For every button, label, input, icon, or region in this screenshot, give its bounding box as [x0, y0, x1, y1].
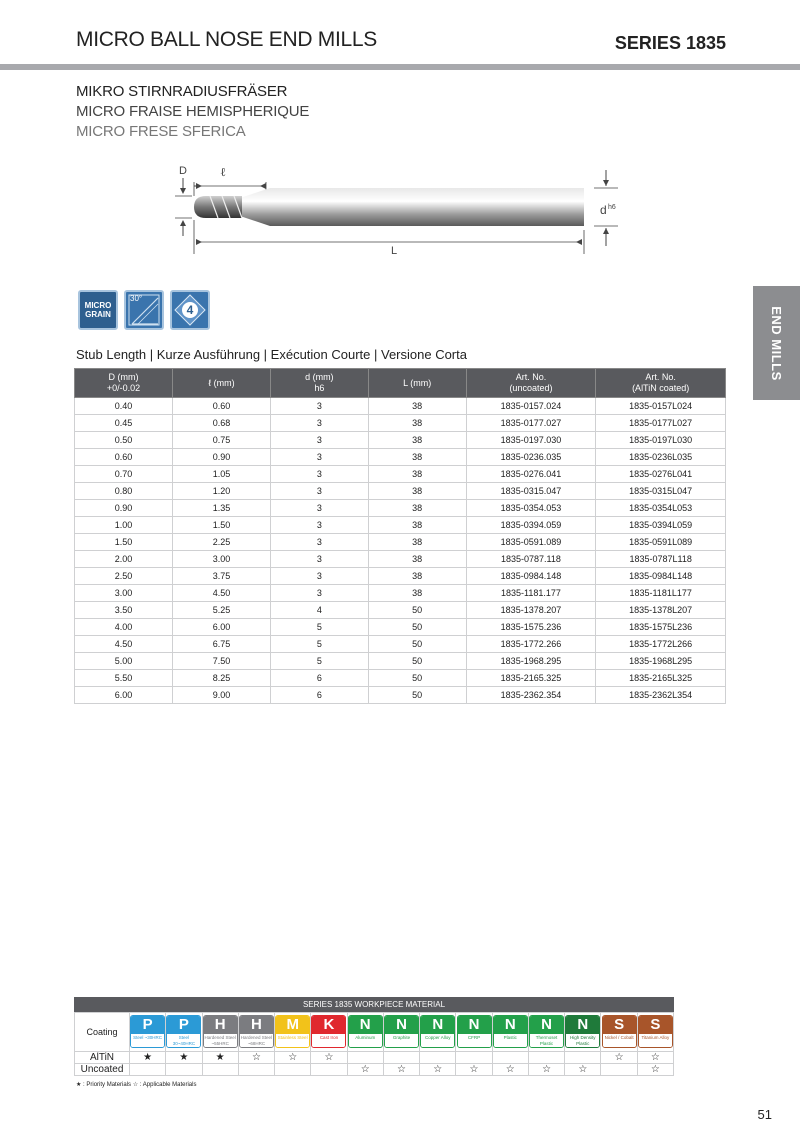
material-letter: N [385, 1016, 418, 1034]
table-cell: 1835-0177.027 [466, 415, 596, 432]
table-cell: 1835-0354L053 [596, 500, 726, 517]
material-badge-icon [275, 1015, 310, 1048]
table-cell: 1.00 [75, 517, 173, 534]
table-cell: 1835-1575.236 [466, 619, 596, 636]
table-cell: 50 [368, 602, 466, 619]
table-cell: 1835-0591L089 [596, 534, 726, 551]
table-caption: Stub Length | Kurze Ausführung | Exécution Courte | Versione Corta [76, 347, 467, 362]
material-badge-icon [420, 1015, 455, 1048]
material-cell [166, 1013, 202, 1052]
table-cell: 4.50 [173, 585, 271, 602]
material-badge-icon [384, 1015, 419, 1048]
material-letter: M [276, 1016, 309, 1034]
altin-rating [420, 1052, 456, 1064]
table-cell: 1835-0197.030 [466, 432, 596, 449]
table-cell: 38 [368, 398, 466, 415]
material-name: Cast Iron [312, 1034, 345, 1047]
altin-rating: ☆ [238, 1052, 274, 1064]
table-row [75, 449, 726, 466]
table-cell: 1835-1575L236 [596, 619, 726, 636]
altin-label: AlTiN [75, 1052, 130, 1064]
material-badge-icon [493, 1015, 528, 1048]
table-cell: 1835-0197L030 [596, 432, 726, 449]
material-name: Nickel / Cobalt [603, 1034, 636, 1047]
material-badge-icon [239, 1015, 274, 1048]
micro-grain-line2: GRAIN [85, 310, 111, 319]
table-row [75, 534, 726, 551]
table-cell: 3 [270, 568, 368, 585]
material-badge-icon [565, 1015, 600, 1048]
table-row [75, 466, 726, 483]
uncoated-label: Uncoated [75, 1064, 130, 1076]
table-cell: 2.25 [173, 534, 271, 551]
table-cell: 38 [368, 568, 466, 585]
material-cell [492, 1013, 528, 1052]
table-cell: 50 [368, 670, 466, 687]
material-cell [456, 1013, 492, 1052]
table-cell: 38 [368, 432, 466, 449]
table-cell: 1835-0276L041 [596, 466, 726, 483]
material-cell [383, 1013, 419, 1052]
subtitles [76, 82, 309, 142]
uncoated-rating: ☆ [383, 1064, 419, 1076]
table-cell: 0.45 [75, 415, 173, 432]
page-number: 51 [757, 1107, 772, 1122]
altin-rating: ☆ [311, 1052, 347, 1064]
flute-count: 4 [186, 303, 194, 317]
table-header-row [75, 369, 726, 398]
uncoated-rating: ☆ [565, 1064, 601, 1076]
micro-grain-line1: MICRO [84, 301, 112, 310]
table-row [75, 636, 726, 653]
table-cell: 3.00 [75, 585, 173, 602]
table-body [75, 398, 726, 704]
header-d: d (mm) h6 [270, 369, 368, 398]
table-cell: 1835-0157L024 [596, 398, 726, 415]
table-cell: 6.00 [75, 687, 173, 704]
feature-badges [78, 290, 210, 330]
table-cell: 5.50 [75, 670, 173, 687]
label-l: ℓ [220, 165, 226, 179]
altin-rating: ☆ [275, 1052, 311, 1064]
table-cell: 1835-1772.266 [466, 636, 596, 653]
tool-drawing [170, 158, 630, 258]
altin-rating [565, 1052, 601, 1064]
altin-rating: ★ [130, 1052, 166, 1064]
material-letter: N [421, 1016, 454, 1034]
table-cell: 6.00 [173, 619, 271, 636]
series-title: SERIES 1835 [614, 33, 726, 53]
material-badge-icon [311, 1015, 346, 1048]
table-cell: 3 [270, 534, 368, 551]
helix-angle-label: 30° [130, 294, 143, 303]
material-letter: P [167, 1016, 200, 1034]
table-cell: 3.75 [173, 568, 271, 585]
table-cell: 8.25 [173, 670, 271, 687]
table-row [75, 551, 726, 568]
table-cell: 3 [270, 398, 368, 415]
material-cell [637, 1013, 673, 1052]
subtitle-french: MICRO FRAISE HEMISPHERIQUE [76, 103, 310, 120]
material-name: Plastic [494, 1034, 527, 1047]
table-cell: 0.90 [173, 449, 271, 466]
table-cell: 0.75 [173, 432, 271, 449]
table-cell: 1835-1378L207 [596, 602, 726, 619]
material-letter: S [603, 1016, 636, 1034]
table-row [75, 483, 726, 500]
altin-rating [492, 1052, 528, 1064]
table-row [75, 568, 726, 585]
material-name: Copper Alloy [421, 1034, 454, 1047]
table-row [75, 415, 726, 432]
table-cell: 0.70 [75, 466, 173, 483]
table-cell: 1835-1181.177 [466, 585, 596, 602]
altin-rating: ☆ [601, 1052, 637, 1064]
header-divider [0, 64, 800, 70]
uncoated-rating: ☆ [528, 1064, 564, 1076]
table-row [75, 602, 726, 619]
header-L: L (mm) [368, 369, 466, 398]
table-cell: 1.35 [173, 500, 271, 517]
material-name: High Density Plastic [566, 1034, 599, 1047]
material-badge-icon [348, 1015, 383, 1048]
label-D: D [179, 165, 187, 177]
label-L: L [391, 245, 398, 257]
table-cell: 5.25 [173, 602, 271, 619]
material-letter: N [458, 1016, 491, 1034]
table-cell: 38 [368, 466, 466, 483]
material-title: SERIES 1835 WORKPIECE MATERIAL [74, 997, 674, 1012]
dimension-table [74, 368, 726, 704]
table-cell: 1835-1968.295 [466, 653, 596, 670]
material-name: Stainless Steel [276, 1034, 309, 1047]
table-row [75, 517, 726, 534]
table-cell: 2.50 [75, 568, 173, 585]
table-cell: 1835-0984L148 [596, 568, 726, 585]
uncoated-rating: ☆ [492, 1064, 528, 1076]
table-cell: 6.75 [173, 636, 271, 653]
header-D: D (mm) +0/-0.02 [75, 369, 173, 398]
table-cell: 50 [368, 687, 466, 704]
table-cell: 1835-2165.325 [466, 670, 596, 687]
table-cell: 3 [270, 466, 368, 483]
material-letter: S [639, 1016, 672, 1034]
table-cell: 50 [368, 619, 466, 636]
table-row [75, 585, 726, 602]
table-cell: 3 [270, 551, 368, 568]
material-name: Thermoset Plastic [530, 1034, 563, 1047]
table-cell: 3.50 [75, 602, 173, 619]
table-cell: 1835-0591.089 [466, 534, 596, 551]
uncoated-rating: ☆ [420, 1064, 456, 1076]
uncoated-rating [275, 1064, 311, 1076]
table-cell: 38 [368, 415, 466, 432]
table-cell: 1835-2362L354 [596, 687, 726, 704]
micro-grain-icon [78, 290, 118, 330]
uncoated-rating: ☆ [637, 1064, 673, 1076]
material-letter: N [530, 1016, 563, 1034]
table-cell: 4.00 [75, 619, 173, 636]
label-d: d [600, 203, 607, 217]
table-cell: 0.80 [75, 483, 173, 500]
material-cell [347, 1013, 383, 1052]
material-name: CFRP [458, 1034, 491, 1047]
table-cell: 5 [270, 619, 368, 636]
uncoated-rating [601, 1064, 637, 1076]
table-cell: 3 [270, 483, 368, 500]
uncoated-rating [238, 1064, 274, 1076]
four-flute-icon [170, 290, 210, 330]
table-cell: 3 [270, 517, 368, 534]
subtitle-italian: MICRO FRESE SFERICA [76, 123, 246, 140]
uncoated-rating [311, 1064, 347, 1076]
material-letter: N [566, 1016, 599, 1034]
material-cell [275, 1013, 311, 1052]
material-cell [202, 1013, 238, 1052]
table-cell: 1835-0177L027 [596, 415, 726, 432]
material-cell [565, 1013, 601, 1052]
table-cell: 5 [270, 653, 368, 670]
side-tab [753, 286, 800, 400]
material-badge-icon [203, 1015, 238, 1048]
table-row [75, 670, 726, 687]
table-cell: 1835-0315L047 [596, 483, 726, 500]
table-cell: 38 [368, 551, 466, 568]
table-cell: 1.50 [75, 534, 173, 551]
altin-rating [528, 1052, 564, 1064]
coating-label: Coating [75, 1013, 130, 1052]
material-table [74, 1012, 674, 1076]
table-row [75, 619, 726, 636]
material-name: Titanium Alloy [639, 1034, 672, 1047]
table-cell: 1835-2362.354 [466, 687, 596, 704]
uncoated-rating [130, 1064, 166, 1076]
table-cell: 1835-0787L118 [596, 551, 726, 568]
table-cell: 0.60 [173, 398, 271, 415]
table-cell: 4 [270, 602, 368, 619]
table-cell: 5.00 [75, 653, 173, 670]
table-cell: 50 [368, 636, 466, 653]
altin-rating: ☆ [637, 1052, 673, 1064]
table-cell: 1835-0236L035 [596, 449, 726, 466]
table-cell: 1835-0787.118 [466, 551, 596, 568]
material-letter: H [204, 1016, 237, 1034]
table-cell: 3 [270, 415, 368, 432]
table-cell: 1835-1968L295 [596, 653, 726, 670]
table-cell: 1835-0354.053 [466, 500, 596, 517]
uncoated-rating: ☆ [456, 1064, 492, 1076]
material-name: Aluminum [349, 1034, 382, 1047]
table-row [75, 687, 726, 704]
table-cell: 7.50 [173, 653, 271, 670]
workpiece-material-panel [74, 997, 674, 1076]
table-cell: 1835-0157.024 [466, 398, 596, 415]
table-cell: 38 [368, 585, 466, 602]
table-cell: 1835-0394L059 [596, 517, 726, 534]
uncoated-row [75, 1064, 674, 1076]
table-cell: 6 [270, 670, 368, 687]
table-cell: 0.50 [75, 432, 173, 449]
material-badge-icon [457, 1015, 492, 1048]
table-cell: 1.50 [173, 517, 271, 534]
table-cell: 1835-2165L325 [596, 670, 726, 687]
header-l: ℓ (mm) [173, 369, 271, 398]
table-cell: 38 [368, 483, 466, 500]
material-cell [130, 1013, 166, 1052]
label-h6: h6 [608, 204, 616, 211]
side-tab-label: END MILLS [769, 305, 784, 381]
material-name: Steel ~30HRC [131, 1034, 164, 1047]
table-row [75, 432, 726, 449]
material-cell [528, 1013, 564, 1052]
table-cell: 1835-0315.047 [466, 483, 596, 500]
header-art-uncoated: Art. No. (uncoated) [466, 369, 596, 398]
table-cell: 1.05 [173, 466, 271, 483]
material-cell [420, 1013, 456, 1052]
table-cell: 1835-0236.035 [466, 449, 596, 466]
table-cell: 38 [368, 517, 466, 534]
material-badge-icon [602, 1015, 637, 1048]
material-badge-icon [130, 1015, 165, 1048]
material-letter: N [349, 1016, 382, 1034]
material-letter: N [494, 1016, 527, 1034]
table-cell: 3 [270, 449, 368, 466]
table-cell: 6 [270, 687, 368, 704]
table-cell: 38 [368, 534, 466, 551]
table-cell: 0.40 [75, 398, 173, 415]
material-cell [311, 1013, 347, 1052]
material-name: Hardened Steel ~68HRC [240, 1035, 273, 1046]
material-badge-icon [638, 1015, 673, 1048]
table-cell: 0.90 [75, 500, 173, 517]
material-cell [601, 1013, 637, 1052]
table-cell: 1835-0276.041 [466, 466, 596, 483]
altin-rating [347, 1052, 383, 1064]
header-art-coated: Art. No. (AlTiN coated) [596, 369, 726, 398]
material-legend: ★ : Priority Materials ☆ : Applicable Materials [76, 1082, 197, 1088]
material-letter: K [312, 1016, 345, 1034]
table-cell: 9.00 [173, 687, 271, 704]
table-cell: 3 [270, 500, 368, 517]
table-cell: 5 [270, 636, 368, 653]
table-cell: 0.60 [75, 449, 173, 466]
table-cell: 1835-1181L177 [596, 585, 726, 602]
table-cell: 3.00 [173, 551, 271, 568]
table-cell: 38 [368, 449, 466, 466]
table-cell: 1.20 [173, 483, 271, 500]
material-name: Steel 30~40HRC [167, 1034, 200, 1047]
material-cell [238, 1013, 274, 1052]
table-cell: 1835-1378.207 [466, 602, 596, 619]
material-letter: P [131, 1016, 164, 1034]
table-cell: 3 [270, 432, 368, 449]
table-cell: 1835-0394.059 [466, 517, 596, 534]
table-cell: 0.68 [173, 415, 271, 432]
material-badge-icon [166, 1015, 201, 1048]
table-cell: 38 [368, 500, 466, 517]
altin-rating [383, 1052, 419, 1064]
page-title: MICRO BALL NOSE END MILLS [76, 28, 377, 51]
table-row [75, 500, 726, 517]
material-letter: H [240, 1016, 273, 1034]
altin-rating: ★ [202, 1052, 238, 1064]
table-cell: 4.50 [75, 636, 173, 653]
table-cell: 1835-0984.148 [466, 568, 596, 585]
table-row [75, 398, 726, 415]
altin-rating: ★ [166, 1052, 202, 1064]
altin-rating [456, 1052, 492, 1064]
table-row [75, 653, 726, 670]
subtitle-german: MIKRO STIRNRADIUSFRÄSER [76, 83, 288, 100]
table-cell: 1835-1772L266 [596, 636, 726, 653]
helix-angle-icon [124, 290, 164, 330]
uncoated-rating [166, 1064, 202, 1076]
table-cell: 2.00 [75, 551, 173, 568]
uncoated-rating [202, 1064, 238, 1076]
material-name: Graphite [385, 1034, 418, 1047]
table-cell: 3 [270, 585, 368, 602]
table-cell: 50 [368, 653, 466, 670]
material-badge-icon [529, 1015, 564, 1048]
material-name: Hardened Steel ~55HRC [204, 1035, 236, 1046]
material-icon-row [75, 1013, 674, 1052]
altin-row [75, 1052, 674, 1064]
uncoated-rating: ☆ [347, 1064, 383, 1076]
